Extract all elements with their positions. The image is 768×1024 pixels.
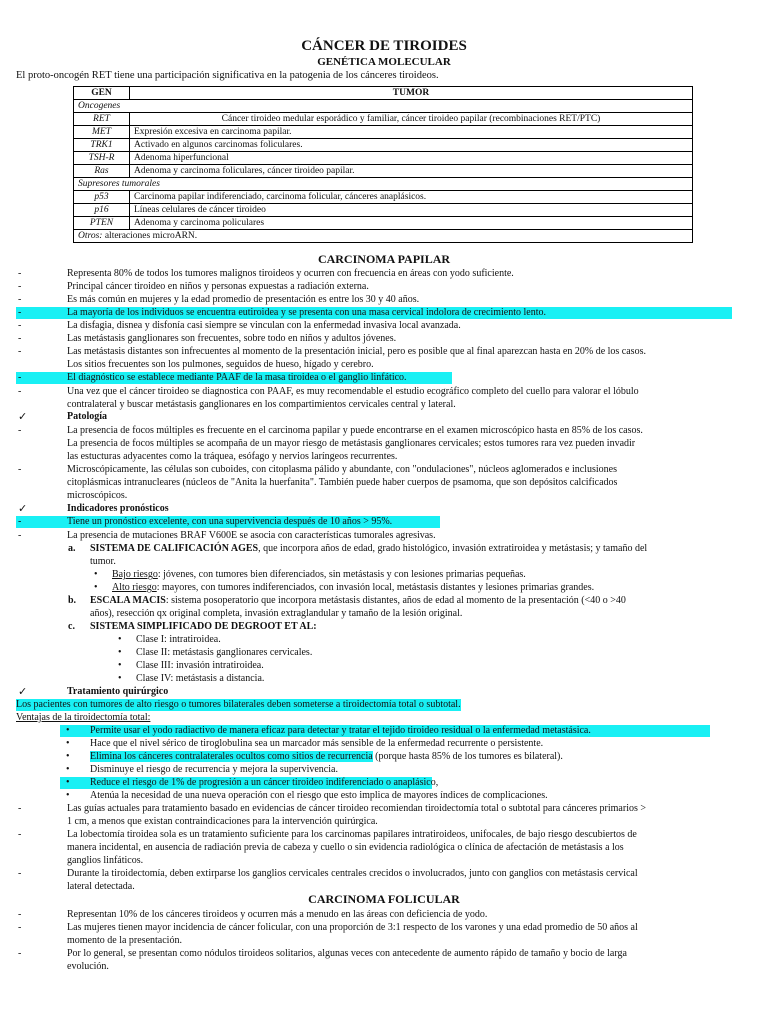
indicadores-heading: Indicadores pronósticos xyxy=(67,503,169,514)
table-row xyxy=(74,126,693,139)
ventaja-line: Reduce el riesgo de 1% de progresión a un cáncer tiroideo indiferenciado o anaplásico, xyxy=(90,777,439,788)
tumor-cell: Adenoma y carcinoma policulares xyxy=(130,217,693,230)
macis-label: b. xyxy=(68,595,77,606)
degroot-label: c. xyxy=(68,621,75,632)
dash-mark: - xyxy=(18,294,22,305)
bajo-riesgo-label: Bajo riesgo xyxy=(112,569,158,580)
papilar-line: Representa 80% de todos los tumores malignos tiroideos y ocurren con frecuencia en áreas con yodo suficiente. xyxy=(67,268,514,279)
papilar-line-highlight xyxy=(16,307,732,319)
dash-mark: - xyxy=(18,333,22,344)
bullet-mark: • xyxy=(94,582,98,593)
dash-mark: - xyxy=(18,922,22,933)
patologia-line: La presencia de focos múltiples se acompaña de un mayor riesgo de metástasis ganglionares cervicales; estos tumores rara vez pueden invadir xyxy=(67,438,636,449)
ages-line: tumor. xyxy=(90,556,116,567)
bullet-mark: • xyxy=(66,738,70,749)
gene-cell: p53 xyxy=(74,191,130,204)
tumor-cell: Líneas celulares de cáncer tiroideo xyxy=(130,204,693,217)
bullet-mark: • xyxy=(66,777,70,788)
dash-mark: - xyxy=(18,948,22,959)
table-header-gen: GEN xyxy=(74,87,130,100)
patologia-heading: Patología xyxy=(67,411,107,422)
papilar-line: Las metástasis ganglionares son frecuentes, sobre todo en niños y adultos jóvenes. xyxy=(67,333,397,344)
check-icon: ✓ xyxy=(18,411,28,423)
tumor-cell: Adenoma y carcinoma foliculares, cáncer tiroideo papilar. xyxy=(130,165,693,178)
ventaja-line: Disminuye el riesgo de recurrencia y mejora la supervivencia. xyxy=(90,764,338,775)
dash-mark: - xyxy=(18,909,22,920)
ventaja-highlight-part: Elimina los cánceres contralaterales ocultos como sitios de recurrencia xyxy=(90,751,373,762)
heading-carcinoma-folicular: CARCINOMA FOLICULAR xyxy=(308,892,460,906)
bullet-mark: • xyxy=(66,764,70,775)
dash-mark: - xyxy=(18,281,22,292)
ages-line xyxy=(90,543,647,555)
macis-line xyxy=(90,595,626,607)
dash-mark: - xyxy=(18,386,22,397)
ventaja-line-highlight xyxy=(60,725,710,737)
folicular-line: Por lo general, se presentan como nódulos tiroideos solitarios, algunas veces con antecedente de aumento rápido de tamaño y bocio de larga xyxy=(67,948,627,959)
clase-item: Clase III: invasión intratiroidea. xyxy=(136,660,264,671)
bullet-mark: • xyxy=(66,790,70,801)
dash-mark: - xyxy=(18,516,22,527)
ages-text: , que incorpora años de edad, grado histológico, invasión extratiroidea y metástasis; y tamaño del xyxy=(258,543,648,554)
table-row xyxy=(74,139,693,152)
dash-mark: - xyxy=(18,803,22,814)
gene-cell: PTEN xyxy=(74,217,130,230)
indicadores-line-highlight xyxy=(16,516,440,528)
gene-cell: p16 xyxy=(74,204,130,217)
bullet-mark: • xyxy=(118,634,122,645)
folicular-line: momento de la presentación. xyxy=(67,935,182,946)
gene-cell: TRK1 xyxy=(74,139,130,152)
heading-carcinoma-papilar: CARCINOMA PAPILAR xyxy=(317,252,451,266)
alto-riesgo-text: : mayores, con tumores indiferenciados, con invasión local, metástasis distantes y lesiones primarias grandes. xyxy=(156,582,595,593)
gene-cell: Ras xyxy=(74,165,130,178)
otros-text: alteraciones microARN. xyxy=(102,231,198,241)
table-group-oncogenes: Oncogenes xyxy=(74,100,693,113)
papilar-line: Las metástasis distantes son infrecuentes al momento de la presentación inicial, pero es posible que al final aparezcan hasta en 20% de los casos. xyxy=(67,346,646,357)
final-line: 1 cm, a menos que existan contraindicaciones para la intervención quirúrgica. xyxy=(67,816,378,827)
table-row xyxy=(74,191,693,204)
papilar-line: La mayoría de los individuos se encuentra eutiroidea y se presenta con una masa cervical indolora de crecimiento lento. xyxy=(67,307,546,318)
table-row xyxy=(74,204,693,217)
clase-item: Clase IV: metástasis a distancia. xyxy=(136,673,265,684)
table-row xyxy=(74,165,693,178)
patologia-line: citoplásmicas intranucleares (núcleos de "Anita la huerfanita". También puede haber cuerpos de psamoma, que son depósitos calcificados xyxy=(67,477,618,488)
bajo-riesgo-line xyxy=(112,569,526,581)
dash-mark: - xyxy=(18,530,22,541)
papilar-line: Es más común en mujeres y la edad promedio de presentación es entre los 30 y 40 años. xyxy=(67,294,420,305)
dash-mark: - xyxy=(18,307,22,318)
papilar-line: contralateral y buscar metástasis ganglionares en los compartimientos cervicales central y lateral. xyxy=(67,399,456,410)
bullet-mark: • xyxy=(66,725,70,736)
gene-cell: TSH-R xyxy=(74,152,130,165)
ventaja-line-highlight xyxy=(60,777,439,789)
indicadores-line: Tiene un pronóstico excelente, con una supervivencia después de 10 años > 95%. xyxy=(67,516,393,527)
final-line: ganglios linfáticos. xyxy=(67,855,144,866)
dash-mark: - xyxy=(18,829,22,840)
section-subtitle: GENÉTICA MOLECULAR xyxy=(317,56,451,68)
tumor-cell: Adenoma hiperfuncional xyxy=(130,152,693,165)
macis-text: : sistema posoperatorio que incorpora metástasis distantes, años de edad al momento de la presentación (<40 o >40 xyxy=(165,595,626,606)
dash-mark: - xyxy=(18,346,22,357)
table-group-supresores: Supresores tumorales xyxy=(74,178,693,191)
table-row xyxy=(74,152,693,165)
ventaja-plain-part: (porque hasta 85% de los tumores es bilateral). xyxy=(372,751,563,762)
tumor-cell: Carcinoma papilar indiferenciado, carcinoma folicular, cánceres anaplásicos. xyxy=(130,191,693,204)
papilar-line: El diagnóstico se establece mediante PAAF de la masa tiroidea o el ganglio linfático. xyxy=(67,372,407,383)
tumor-cell: Activado en algunos carcinomas foliculares. xyxy=(130,139,693,152)
otros-label: Otros: xyxy=(78,231,103,241)
table-row xyxy=(74,217,693,230)
bullet-mark: • xyxy=(94,569,98,580)
macis-line: años), resección qx original completa, invasión extraglandular y tamaño de la lesión original. xyxy=(90,608,463,619)
table-otros-row xyxy=(74,230,693,243)
ventaja-line: Hace que el nivel sérico de tiroglobulina sea un marcador más sensible de la enfermedad recurrente o persistente. xyxy=(90,738,544,749)
bullet-mark: • xyxy=(118,673,122,684)
tratamiento-line-highlight: Los pacientes con tumores de alto riesgo o tumores bilaterales deben someterse a tiroidectomía total o subtotal. xyxy=(16,699,461,710)
folicular-line: evolución. xyxy=(67,961,109,972)
papilar-line: La disfagia, disnea y disfonía casi siempre se vinculan con la enfermedad invasiva local avanzada. xyxy=(67,320,461,331)
bullet-mark: • xyxy=(118,647,122,658)
dash-mark: - xyxy=(18,868,22,879)
folicular-line: Las mujeres tienen mayor incidencia de cáncer folicular, con una proporción de 3:1 respecto de los varones y una edad promedio de 50 años al xyxy=(67,922,638,933)
table-header-tumor: TUMOR xyxy=(130,87,693,100)
final-line: La lobectomía tiroidea sola es un tratamiento suficiente para los carcinomas papilares intratiroideos, unifocales, de bajo riesgo descubiertos de xyxy=(67,829,637,840)
genes-table xyxy=(73,86,693,243)
papilar-line-highlight xyxy=(16,372,452,384)
dash-mark: - xyxy=(18,425,22,436)
indicadores-line: La presencia de mutaciones BRAF V600E se asocia con características tumorales agresivas. xyxy=(67,530,436,541)
patologia-line: microscópicos. xyxy=(67,490,128,501)
final-line: Las guías actuales para tratamiento basado en evidencias de cáncer tiroideo recomiendan tiroidectomía total o subtotal para cánceres primarios > xyxy=(67,803,647,814)
tumor-cell: Cáncer tiroideo medular esporádico y familiar, cáncer tiroideo papilar (recombinaciones RET/PTC) xyxy=(130,113,693,126)
alto-riesgo-line xyxy=(112,582,594,594)
ages-label: a. xyxy=(68,543,76,554)
check-icon: ✓ xyxy=(18,503,28,515)
clase-item: Clase II: metástasis ganglionares cervicales. xyxy=(136,647,313,658)
bullet-mark: • xyxy=(118,660,122,671)
alto-riesgo-label: Alto riesgo xyxy=(112,582,157,593)
patologia-line: La presencia de focos múltiples es frecuente en el carcinoma papilar y puede encontrarse en el examen microscópico hasta en 85% de los casos. xyxy=(67,425,643,436)
table-header-row xyxy=(74,87,693,100)
bullet-mark: • xyxy=(66,751,70,762)
ventaja-line: Atenúa la necesidad de una nueva operación con el riesgo que esto implica de mayores índices de complicaciones. xyxy=(90,790,548,801)
final-line: manera incidental, en ausencia de radiación previa de cabeza y cuello o sin evidencia radiológica o clínica de afectación de metástasis a los xyxy=(67,842,624,853)
dash-mark: - xyxy=(18,268,22,279)
tumor-cell: Expresión excesiva en carcinoma papilar. xyxy=(130,126,693,139)
table-row xyxy=(74,113,693,126)
check-icon: ✓ xyxy=(18,686,28,698)
patologia-line: Microscópicamente, las células son cuboides, con citoplasma pálido y abundante, con "ondulaciones", núcleos aglomerados e inclusiones xyxy=(67,464,617,475)
gene-cell: RET xyxy=(74,113,130,126)
papilar-line: Los sitios frecuentes son los pulmones, seguidos de hueso, hígado y cerebro. xyxy=(67,359,374,370)
clase-item: Clase I: intratiroidea. xyxy=(136,634,221,645)
ventajas-heading: Ventajas de la tiroidectomía total: xyxy=(16,712,151,723)
final-line: Durante la tiroidectomía, deben extirparse los ganglios cervicales centrales crecidos o involucrados, junto con ganglios con metástasis cervical xyxy=(67,868,638,879)
bajo-riesgo-text: : jóvenes, con tumores bien diferenciados, sin metástasis y con lesiones primarias pequeñas. xyxy=(157,569,526,580)
ventaja-line xyxy=(90,751,563,763)
gene-cell: MET xyxy=(74,126,130,139)
ages-title: SISTEMA DE CALIFICACIÓN AGES xyxy=(90,543,259,554)
dash-mark: - xyxy=(18,464,22,475)
tratamiento-heading: Tratamiento quirúrgico xyxy=(67,686,169,697)
final-line: lateral detectada. xyxy=(67,881,135,892)
dash-mark: - xyxy=(18,372,22,383)
papilar-line: Principal cáncer tiroideo en niños y personas expuestas a radiación externa. xyxy=(67,281,369,292)
page-title: CÁNCER DE TIROIDES xyxy=(301,38,467,54)
ventaja-line: Permite usar el yodo radiactivo de manera eficaz para detectar y tratar el tejido tiroideo residual o la enfermedad metastásica. xyxy=(90,725,591,736)
dash-mark: - xyxy=(18,320,22,331)
intro-paragraph: El proto-oncogén RET tiene una participación significativa en la patogenia de los cánceres tiroideos. xyxy=(16,70,439,81)
papilar-line: Una vez que el cáncer tiroideo se diagnostica con PAAF, es muy recomendable el estudio ecográfico completo del cuello para valorar el lóbulo xyxy=(67,386,639,397)
folicular-line: Representan 10% de los cánceres tiroideos y ocurren más a menudo en las áreas con deficiencia de yodo. xyxy=(67,909,488,920)
patologia-line: las estucturas adyacentes como la tráquea, esófago y nervios laríngeos recurrentes. xyxy=(67,451,398,462)
macis-title: ESCALA MACIS xyxy=(90,595,166,606)
degroot-title: SISTEMA SIMPLIFICADO DE DEGROOT ET AL: xyxy=(90,621,317,632)
